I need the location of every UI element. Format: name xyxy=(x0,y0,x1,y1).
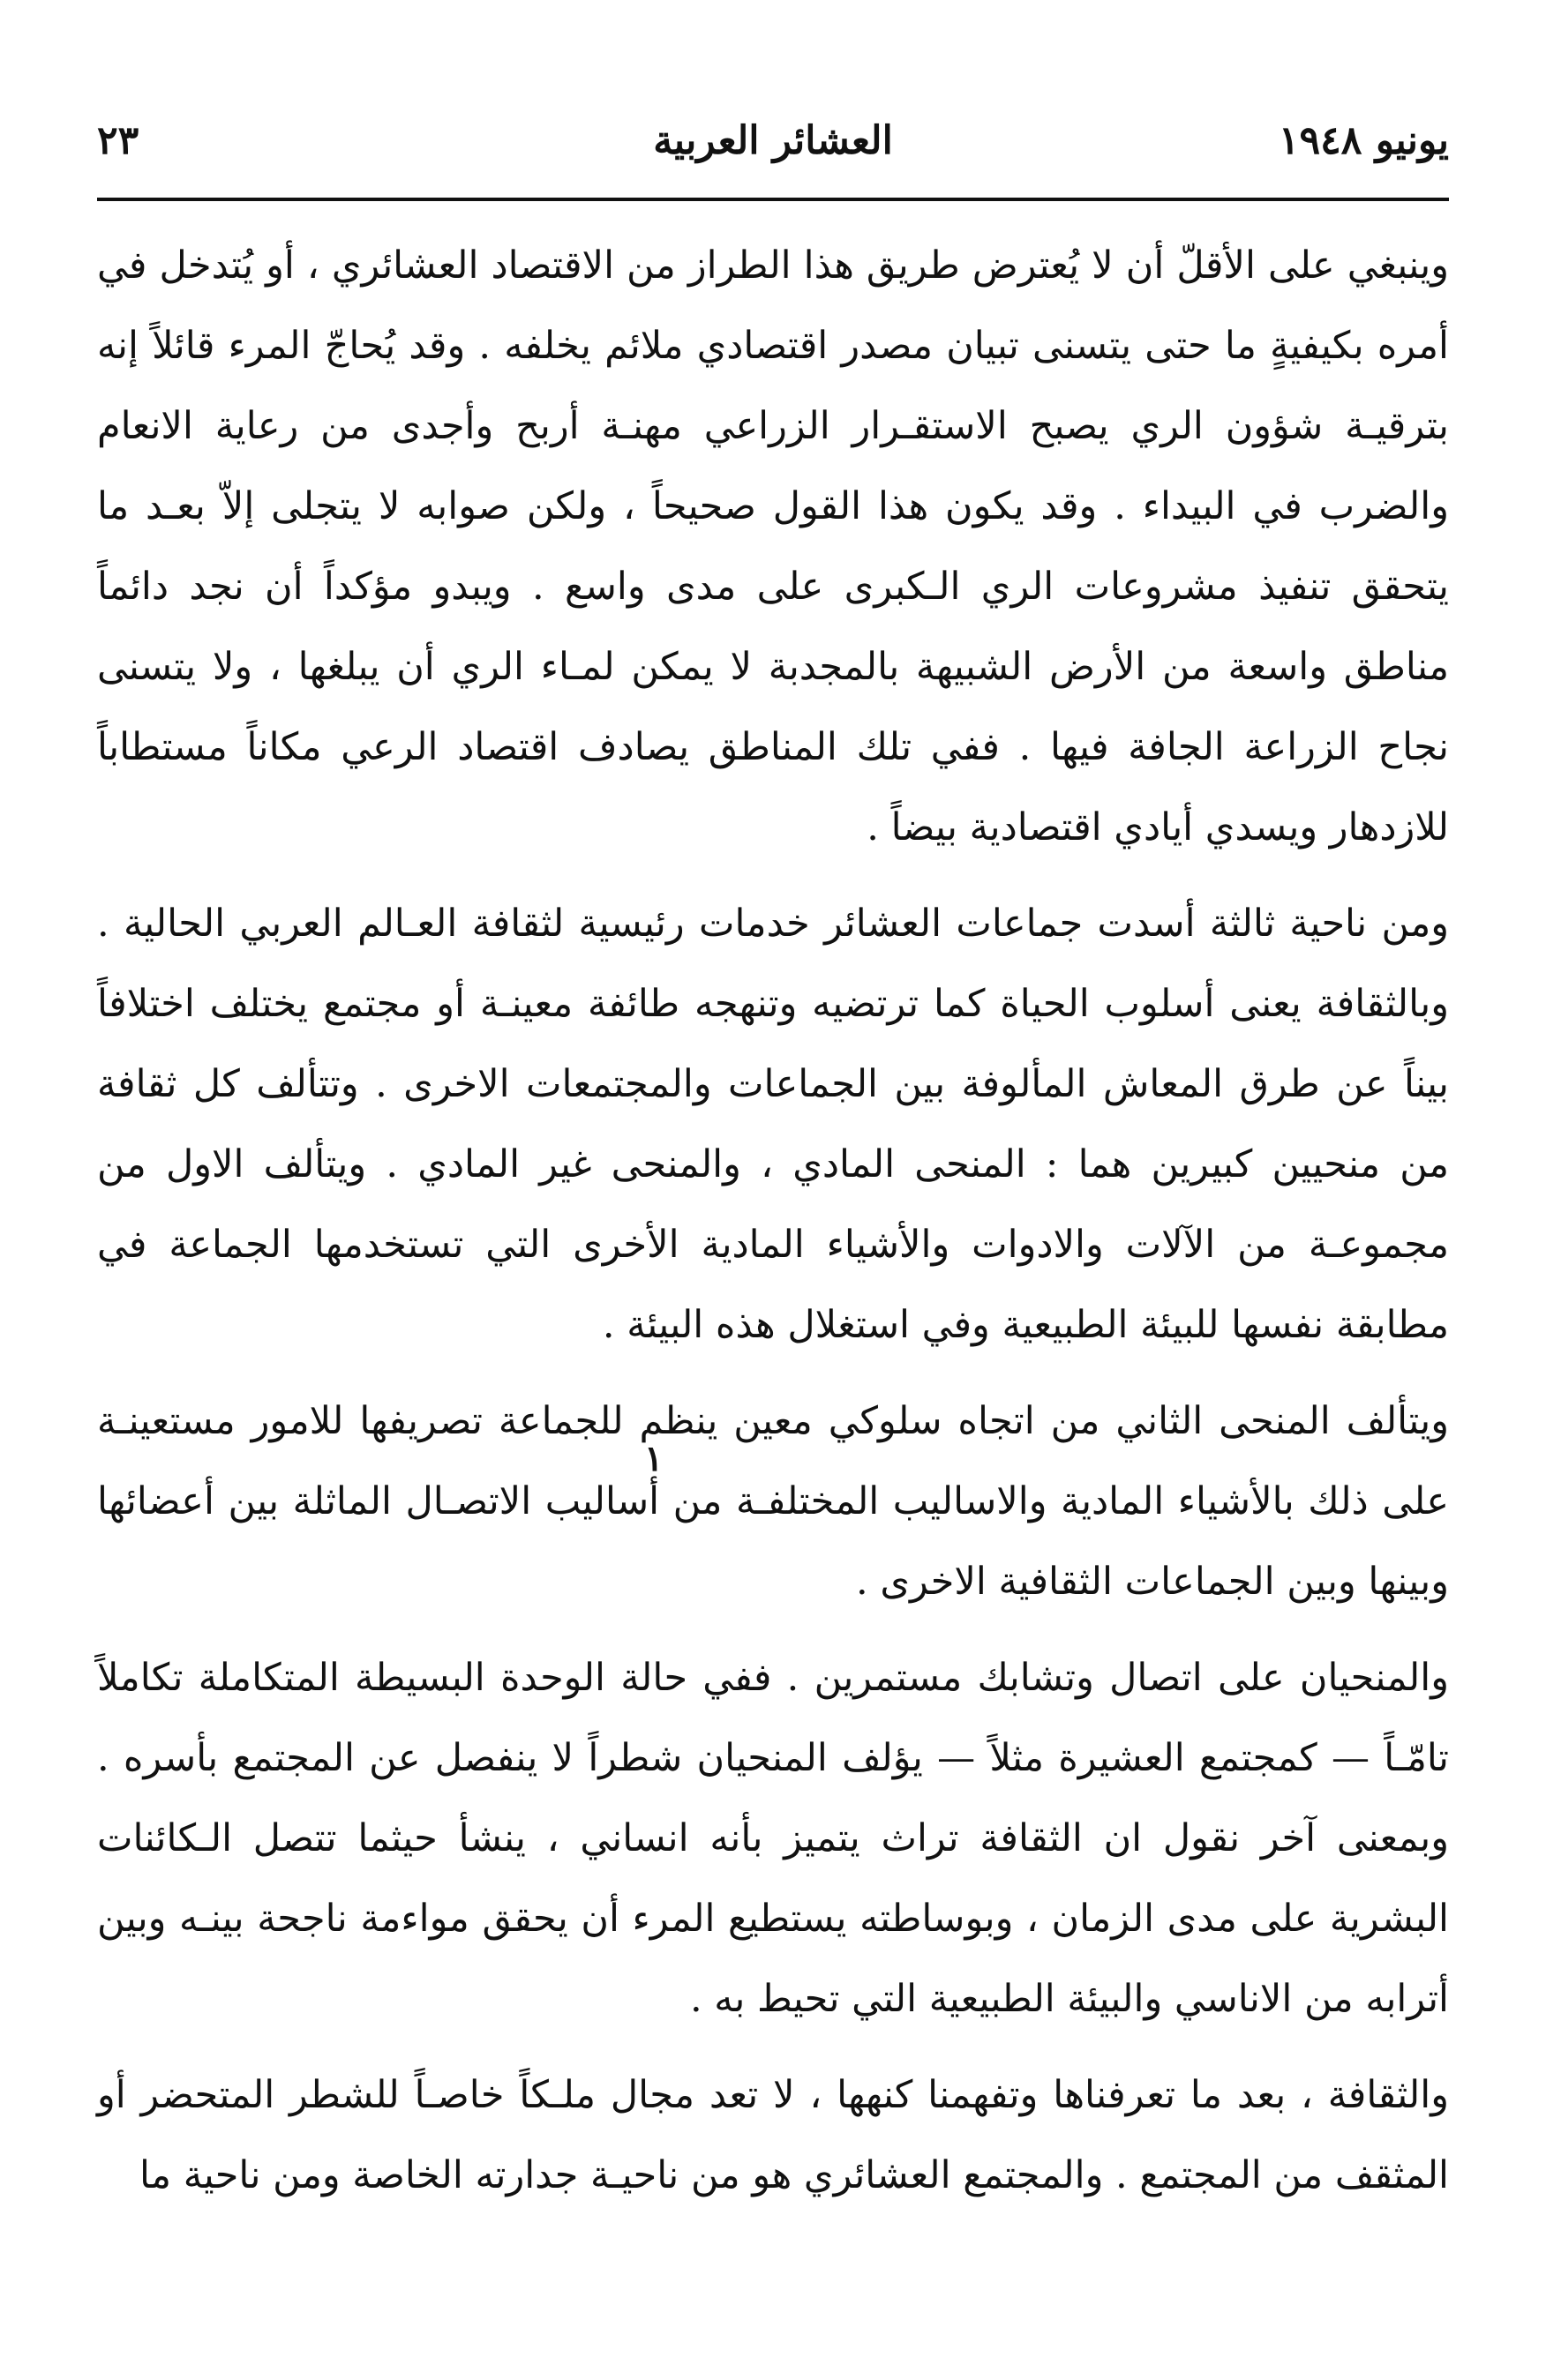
article-body xyxy=(97,226,1449,2216)
paragraph: ويتألف المنحى الثاني من اتجاه سلوكي معين ينظم للجماعة تصريفها للامور مستعينـة على ذلك بالأشياء المادية والاساليب المختلفـة من أساليب الاتصـال الماثلة بين أعضائها وبينها وبين الجماعات الثقافية الاخرى . xyxy=(97,1399,1449,1604)
stray-mark: ١ xyxy=(644,1438,664,1479)
paragraph: ومن ناحية ثالثة أسدت جماعات العشائر خدمات رئيسية لثقافة العـالم العربي الحالية . وبالثقافة يعنى أسلوب الحياة كما ترتضيه وتنهجه طائفة معينـة أو مجتمع يختلف اختلافاً بيناً عن طرق المعاش المألوفة بين الجماعات والمجتمعات الاخرى . وتتألف كل ثقافة من منحيين كبيرين هما : المنحى المادي ، والمنحى غير المادي . ويتألف الاول من مجموعـة من الآلات والادوات والأشياء المادية الأخرى التي تستخدمها الجماعة في مطابقة نفسها للبيئة الطبيعية وفي استغلال هذه البيئة . xyxy=(97,902,1449,1347)
paragraph: والمنحيان على اتصال وتشابك مستمرين . ففي حالة الوحدة البسيطة المتكاملة تكاملاً تامّـاً — كمجتمع العشيرة مثلاً — يؤلف المنحيان شطراً لا ينفصل عن المجتمع بأسره . وبمعنى آخر نقول ان الثقافة تراث يتميز بأنه انساني ، ينشأ حيثما تتصل الـكائنات البشرية على مدى الزمان ، وبوساطته يستطيع المرء أن يحقق مواءمة ناجحة بينـه وبين أترابه من الاناسي والبيئة الطبيعية التي تحيط به . xyxy=(97,1656,1449,2021)
header-rule xyxy=(97,198,1449,201)
page-number: ٢٣ xyxy=(97,118,139,163)
paragraph: والثقافة ، بعد ما تعرفناها وتفهمنا كنهها ، لا تعد مجال ملـكاً خاصـاً للشطر المتحضر أو المثقف من المجتمع . والمجتمع العشائري هو من ناحيـة جدارته الخاصة ومن ناحية ما xyxy=(97,2073,1449,2197)
header-date: يونيو ١٩٤٨ xyxy=(1278,118,1449,163)
journal-title: العشائر العربية xyxy=(653,118,893,163)
document-page xyxy=(97,106,1449,2346)
page-header xyxy=(97,106,1449,185)
paragraph: وينبغي على الأقلّ أن لا يُعترض طريق هذا الطراز من الاقتصاد العشائري ، أو يُتدخل في أمره بكيفيةٍ ما حتى يتسنى تبيان مصدر اقتصادي ملائم يخلفه . وقد يُحاجّ المرء قائلاً إنه بترقيـة شؤون الري يصبح الاستقـرار الزراعي مهنـة أربح وأجدى من رعاية الانعام والضرب في البيداء . وقد يكون هذا القول صحيحاً ، ولكن صوابه لا يتجلى إلاّ بعـد ما يتحقق تنفيذ مشروعات الري الـكبرى على مدى واسع . ويبدو مؤكداً أن نجد دائماً مناطق واسعة من الأرض الشبيهة بالمجدبة لا يمكن لمـاء الري أن يبلغها ، ولا يتسنى نجاح الزراعة الجافة فيها . ففي تلك المناطق يصادف اقتصاد الرعي مكاناً مستطاباً للازدهار ويسدي أيادي اقتصادية بيضاً . xyxy=(97,243,1449,849)
